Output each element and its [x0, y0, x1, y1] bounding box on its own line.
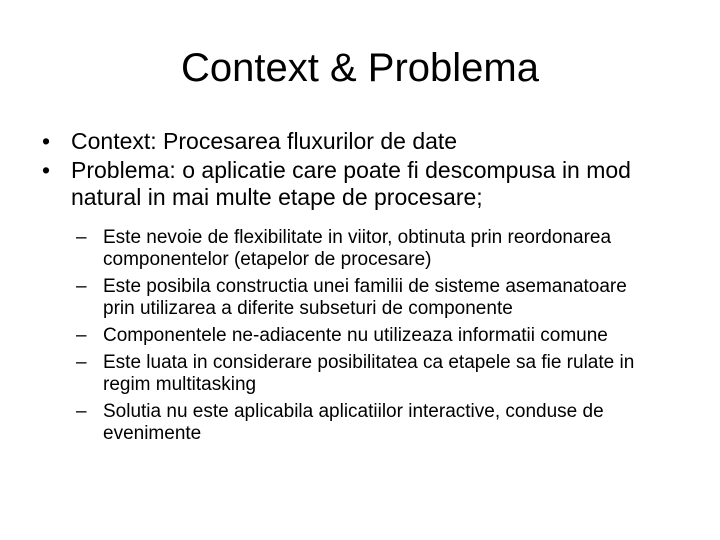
- dash-marker: –: [76, 276, 87, 297]
- dash-marker: –: [76, 352, 87, 373]
- bullet-item-context: [0, 128, 720, 155]
- bullet-list: [0, 128, 720, 211]
- bullet-item-problema: [0, 157, 720, 211]
- bullet-text: Problema: o aplicatie care poate fi descompusa in mod natural in mai multe etape de procesare;: [71, 157, 631, 210]
- slide-title: Context & Problema: [181, 46, 539, 90]
- sub-bullet-text: Este luata in considerare posibilitatea ca etapele sa fie rulate in regim multitasking: [103, 352, 635, 395]
- bullet-marker: •: [42, 128, 51, 154]
- bullet-marker: •: [42, 157, 51, 183]
- sub-bullet-text: Componentele ne-adiacente nu utilizeaza informatii comune: [103, 325, 608, 346]
- sub-bullet-item: [0, 401, 720, 445]
- sub-bullet-list: [0, 227, 720, 450]
- sub-bullet-text: Este nevoie de flexibilitate in viitor, obtinuta prin reordonarea componentelor (etapelor de procesare): [103, 227, 612, 270]
- sub-bullet-text: Solutia nu este aplicabila aplicatiilor interactive, conduse de evenimente: [103, 401, 604, 444]
- sub-bullet-text: Este posibila constructia unei familii de sisteme asemanatoare prin utilizarea a diferite subseturi de componente: [103, 276, 627, 319]
- sub-bullet-item: [0, 227, 720, 271]
- dash-marker: –: [76, 227, 87, 248]
- sub-bullet-item: [0, 352, 720, 396]
- bullet-text: Context: Procesarea fluxurilor de date: [71, 128, 458, 154]
- sub-bullet-item: [0, 325, 720, 347]
- dash-marker: –: [76, 401, 87, 422]
- sub-bullet-item: [0, 276, 720, 320]
- dash-marker: –: [76, 325, 87, 346]
